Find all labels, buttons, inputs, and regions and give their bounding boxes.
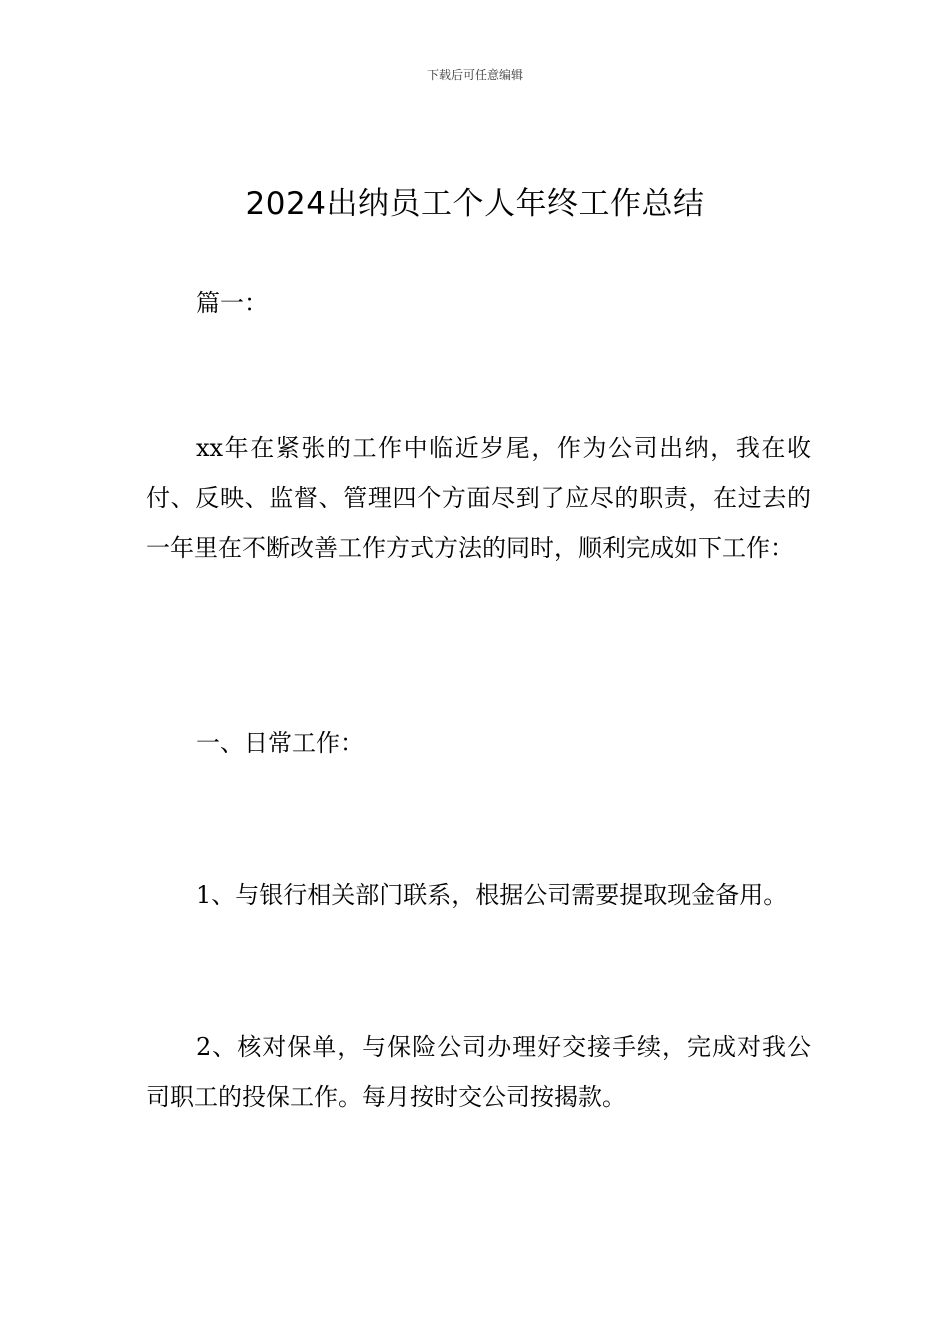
list-item: 1、与银行相关部门联系，根据公司需要提取现金备用。	[196, 881, 788, 909]
section-label: 篇一：	[196, 289, 268, 317]
section-heading: 一、日常工作：	[196, 729, 364, 757]
intro-paragraph: xx年在紧张的工作中临近岁尾，作为公司出纳，我在收付、反映、监督、管理四个方面尽到了应尽的职责，在过去的一年里在不断改善工作方式方法的同时，顺利完成如下工作：	[146, 434, 811, 562]
document-title: 2024出纳员工个人年终工作总结	[245, 186, 705, 222]
header-note: 下载后可任意编辑	[426, 68, 523, 82]
list-item: 2、核对保单，与保险公司办理好交接手续，完成对我公司职工的投保工作。每月按时交公司按揭款。	[146, 1033, 811, 1111]
